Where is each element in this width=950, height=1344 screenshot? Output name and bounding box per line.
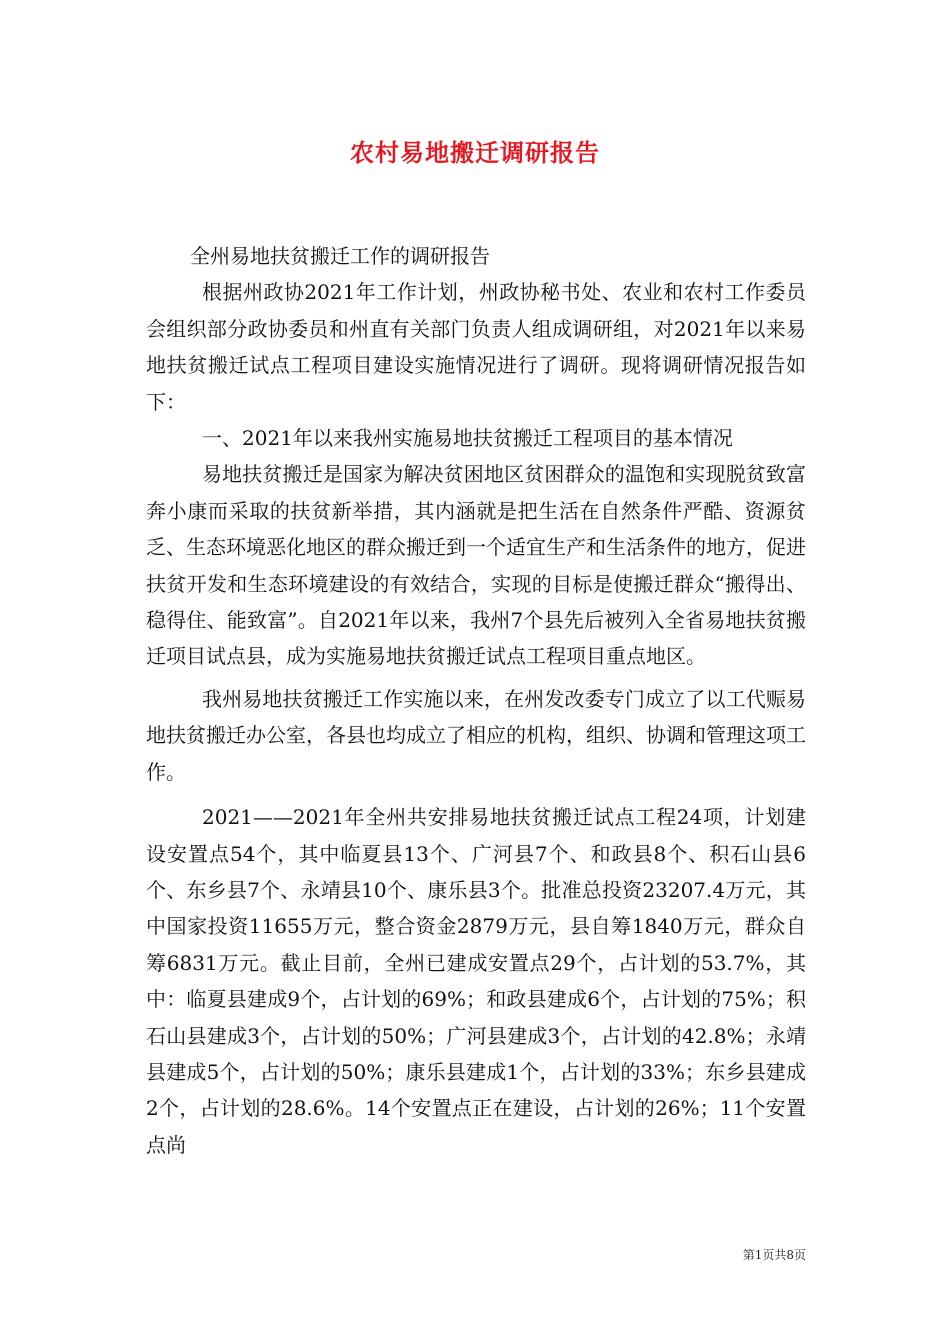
document-subtitle: 全州易地扶贫搬迁工作的调研报告	[190, 244, 490, 268]
section-heading-1: 一、2021年以来我州实施易地扶贫搬迁工程项目的基本情况	[202, 426, 733, 451]
paragraph-background: 易地扶贫搬迁是国家为解决贫困地区贫困群众的温饱和实现脱贫致富奔小康而采取的扶贫新举措，其内涵就是把生活在自然条件严酷、资源贫乏、生态环境恶化地区的群众搬迁到一个适宜生产和生活条件的地方，促进扶贫开发和生态环境建设的有效结合，实现的目标是使搬迁群众“搬得出、稳得住、能致富”。自2021年以来，我州7个县先后被列入全省易地扶贫搬迁项目试点县，成为实施易地扶贫搬迁试点工程项目重点地区。	[146, 462, 806, 669]
document-body	[146, 238, 806, 1163]
paragraph-organization: 我州易地扶贫搬迁工作实施以来，在州发改委专门成立了以工代赈易地扶贫搬迁办公室，各县也均成立了相应的机构，组织、协调和管理这项工作。	[146, 686, 806, 784]
paragraph-intro: 根据州政协2021年工作计划，州政协秘书处、农业和农村工作委员会组织部分政协委员和州直有关部门负责人组成调研组，对2021年以来易地扶贫搬迁试点工程项目建设实施情况进行了调研。现将调研情况报告如下：	[146, 280, 806, 414]
paragraph-statistics: 2021——2021年全州共安排易地扶贫搬迁试点工程24项，计划建设安置点54个，其中临夏县13个、广河县7个、和政县8个、积石山县6个、东乡县7个、永靖县10个、康乐县3个。批准总投资23207.4万元，其中国家投资11655万元，整合资金2879万元，县自筹1840万元，群众自筹6831万元。截止目前，全州已建成安置点29个，占计划的53.7%，其中：临夏县建成9个，占计划的69%；和政县建成6个，占计划的75%；积石山县建成3个，占计划的50%；广河县建成3个，占计划的42.8%；永靖县建成5个，占计划的50%；康乐县建成1个，占计划的33%；东乡县建成2个，占计划的28.6%。14个安置点正在建设，占计划的26%；11个安置点尚	[146, 805, 806, 1157]
page-number: 第1页共8页	[742, 1248, 806, 1262]
document-title: 农村易地搬迁调研报告	[350, 138, 600, 167]
